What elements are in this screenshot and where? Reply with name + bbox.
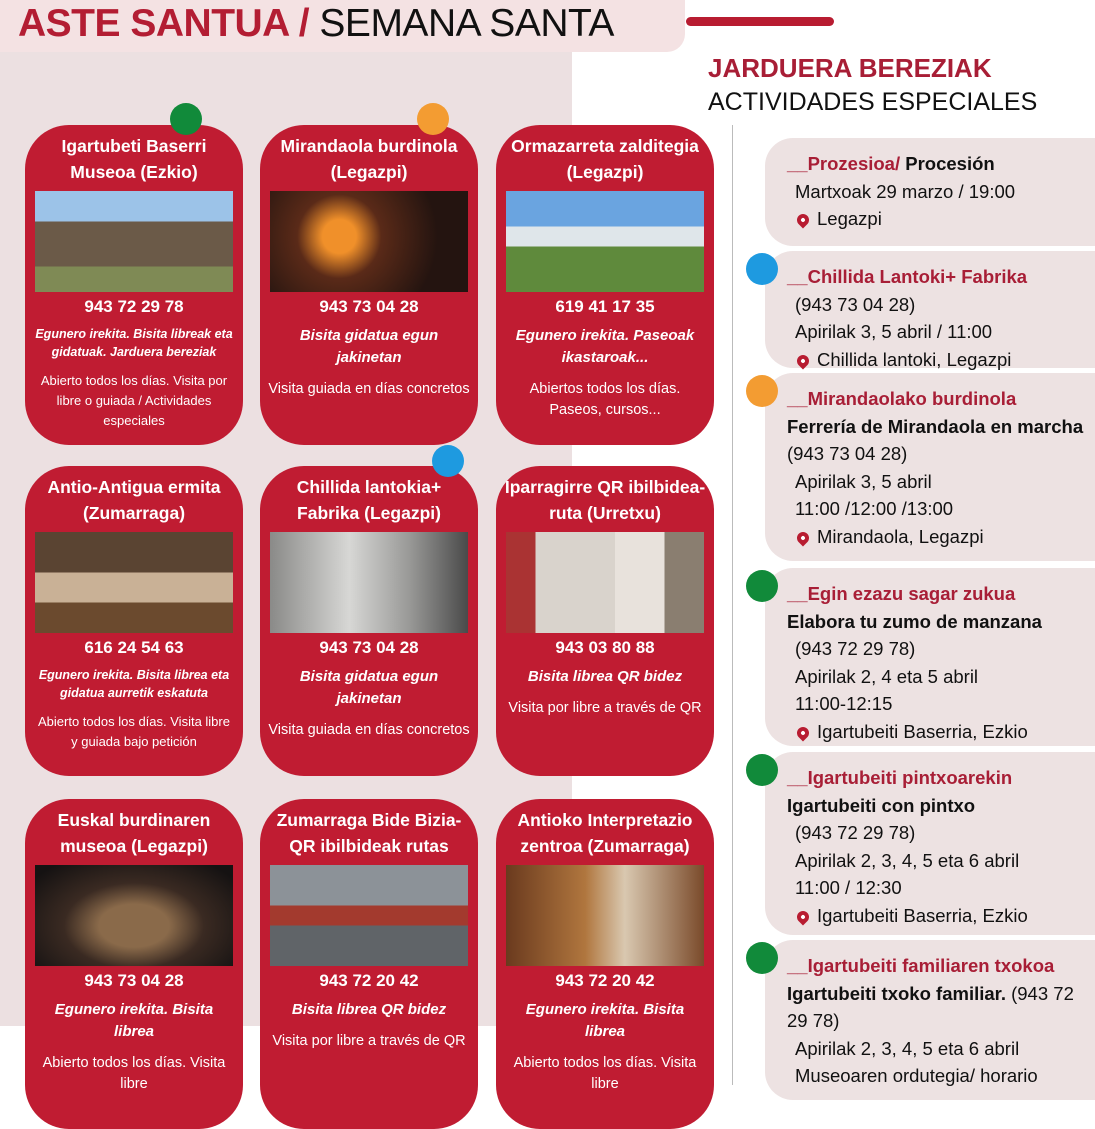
venue-card[interactable] [260,466,478,776]
category-dot-orange [417,103,449,135]
category-dot-green [746,754,778,786]
activity-item[interactable] [765,940,1095,1100]
activity-heading [787,150,1085,178]
activity-heading [787,952,1085,1035]
activity-subtitle: Igartubeiti txoko familiar. [787,982,1006,1004]
activities-heading-spanish: ACTIVIDADES ESPECIALES [708,88,1038,116]
activity-item[interactable] [765,373,1095,561]
venue-photo [270,865,468,966]
divider [732,125,733,1085]
venue-info-spanish: Abierto todos los días. Visita por libre o guiada / Actividades especiales [40,373,228,428]
venue-photo [35,191,233,292]
activity-heading [787,385,1085,468]
activity-subtitle: Ferrería de Mirandaola en marcha [787,415,1084,437]
activity-location [787,205,1085,233]
category-dot-blue [432,445,464,477]
activity-detail: Apirilak 2, 3, 4, 5 eta 6 abril [795,849,1020,871]
venue-card[interactable] [25,466,243,776]
activity-subtitle: Procesión [900,153,995,174]
activity-location [787,718,1085,746]
activity-subtitle: Elabora tu zumo de manzana [787,610,1042,632]
venue-info-spanish: Abiertos todos los días. Paseos, cursos... [529,381,681,418]
venue-card[interactable] [25,799,243,1129]
category-dot-green [170,103,202,135]
venue-card[interactable] [25,125,243,445]
location-text: Igartubeiti Baserria, Ezkio [817,904,1028,926]
title-basque: ASTE SANTUA / [18,2,310,45]
activity-heading [787,263,1085,291]
activity-location [787,902,1085,930]
venue-phone: 943 73 04 28 [84,971,184,990]
activity-detail: 11:00 /12:00 /13:00 [795,498,954,519]
venue-title: Antioko Interpretazio zentroa (Zumarraga) [517,810,693,856]
activity-title: __Igartubeiti pintxoarekin [787,767,1013,788]
venue-info-spanish: Abierto todos los días. Visita libre [513,1055,697,1092]
venue-card[interactable] [496,466,714,776]
venue-photo [270,532,468,633]
activity-location [787,523,1085,551]
venue-info-basque: Egunero irekita. Bisita librea [54,1001,214,1040]
venue-title: Antio-Antigua ermita (Zumarraga) [47,477,221,523]
venue-info-basque: Bisita gidatua egun jakinetan [299,327,439,366]
venue-title: Igartubeti Baserri Museoa (Ezkio) [61,136,207,182]
activity-detail: 11:00 / 12:30 [795,877,902,898]
venue-info-basque: Bisita gidatua egun jakinetan [299,668,439,707]
venue-phone: 943 72 20 42 [555,971,655,990]
venue-photo [506,191,704,292]
venue-title: Zumarraga Bide Bizia- QR ibilbideak rutas [276,810,462,856]
venue-phone: 616 24 54 63 [84,638,184,657]
venue-info-spanish: Visita por libre a través de QR [272,1033,466,1049]
location-text: Legazpi [817,208,882,229]
category-dot-green [746,570,778,602]
activity-detail: Apirilak 2, 4 eta 5 abril [795,665,979,687]
location-pin-icon [795,724,812,741]
venue-photo [506,532,704,633]
venue-title: Mirandaola burdinola (Legazpi) [280,136,458,182]
activity-heading [787,580,1085,635]
activity-detail: 11:00-12:15 [795,693,893,714]
venue-photo [35,532,233,633]
category-dot-blue [746,253,778,285]
activity-phone: (943 73 04 28) [787,443,908,464]
venue-photo [270,191,468,292]
activity-detail: (943 72 29 78) [795,822,916,843]
activity-title: __Igartubeiti familiaren txokoa [787,955,1055,976]
venue-info-basque: Bisita librea QR bidez [291,1001,447,1018]
venue-info-basque: Bisita librea QR bidez [527,668,683,685]
activity-title: __Mirandaolako burdinola [787,388,1017,409]
venue-info-basque: Egunero irekita. Bisita librea eta gidatua aurretik eskatuta [38,668,230,700]
venue-info-basque: Egunero irekita. Paseoak ikastaroak... [515,327,695,366]
location-pin-icon [795,352,812,369]
activity-phone: (943 72 29 78) [787,982,1074,1031]
venue-info-spanish: Visita por libre a través de QR [508,700,702,716]
venue-phone: 943 72 20 42 [319,971,419,990]
activity-item[interactable] [765,752,1095,935]
venue-title: Euskal burdinaren museoa (Legazpi) [57,810,211,856]
venue-title: Ormazarreta zalditegia (Legazpi) [511,136,699,182]
venue-info-basque: Egunero irekita. Bisita librea [525,1001,685,1040]
venue-info-spanish: Visita guiada en días concretos [268,381,470,397]
activity-detail: (943 73 04 28) [795,293,916,315]
location-text: Igartubeiti Baserria, Ezkio [817,720,1028,742]
venue-phone: 943 73 04 28 [319,297,419,316]
activity-item[interactable] [765,251,1095,368]
category-dot-orange [746,375,778,407]
category-dot-green [746,942,778,974]
activity-heading [787,764,1085,819]
venue-title: Chillida lantokia+ Fabrika (Legazpi) [296,477,442,523]
activity-detail: Museoaren ordutegia/ horario [795,1065,1038,1086]
activity-subtitle: Igartubeiti con pintxo [787,794,976,816]
venue-phone: 943 03 80 88 [555,638,655,657]
activity-title: __Egin ezazu sagar zukua [787,583,1016,604]
venue-card[interactable] [496,125,714,445]
page-title [18,2,614,46]
venue-title: Iparragirre QR ibilbidea-ruta (Urretxu) [504,477,706,523]
venue-phone: 943 73 04 28 [319,638,419,657]
location-pin-icon [795,529,812,546]
venue-photo [506,865,704,966]
location-pin-icon [795,908,812,925]
activity-detail: Martxoak 29 marzo / 19:00 [795,180,1016,202]
title-banner [0,0,685,52]
activity-item[interactable] [765,568,1095,746]
venue-card[interactable] [260,799,478,1129]
venue-info-spanish: Visita guiada en días concretos [268,722,470,738]
activity-title: __Chillida Lantoki+ Fabrika [787,266,1028,287]
activity-detail: Apirilak 3, 5 abril / 11:00 [795,321,993,342]
title-spanish: SEMANA SANTA [309,2,614,45]
venue-info-basque: Egunero irekita. Bisita libreak eta gidatuak. Jarduera bereziak [35,327,233,359]
venue-info-spanish: Abierto todos los días. Visita libre [42,1055,226,1092]
location-text: Chillida lantoki, Legazpi [817,348,1012,370]
venue-card[interactable] [260,125,478,445]
activity-location [787,346,1085,374]
venue-card[interactable] [496,799,714,1129]
venue-phone: 619 41 17 35 [555,297,655,316]
activity-detail: Apirilak 3, 5 abril [795,470,932,492]
activity-detail: (943 72 29 78) [795,638,916,659]
activity-detail: Apirilak 2, 3, 4, 5 eta 6 abril [795,1037,1020,1059]
activities-heading-basque: JARDUERA BEREZIAK [708,53,992,83]
venue-photo [35,865,233,966]
venue-phone: 943 72 29 78 [84,297,184,316]
location-pin-icon [795,212,812,229]
activity-title: __Prozesioa/ [787,153,901,174]
title-underline-bar [686,17,834,26]
activity-item[interactable] [765,138,1095,246]
venue-info-spanish: Abierto todos los días. Visita libre y guiada bajo petición [38,714,230,749]
location-text: Mirandaola, Legazpi [817,525,984,547]
